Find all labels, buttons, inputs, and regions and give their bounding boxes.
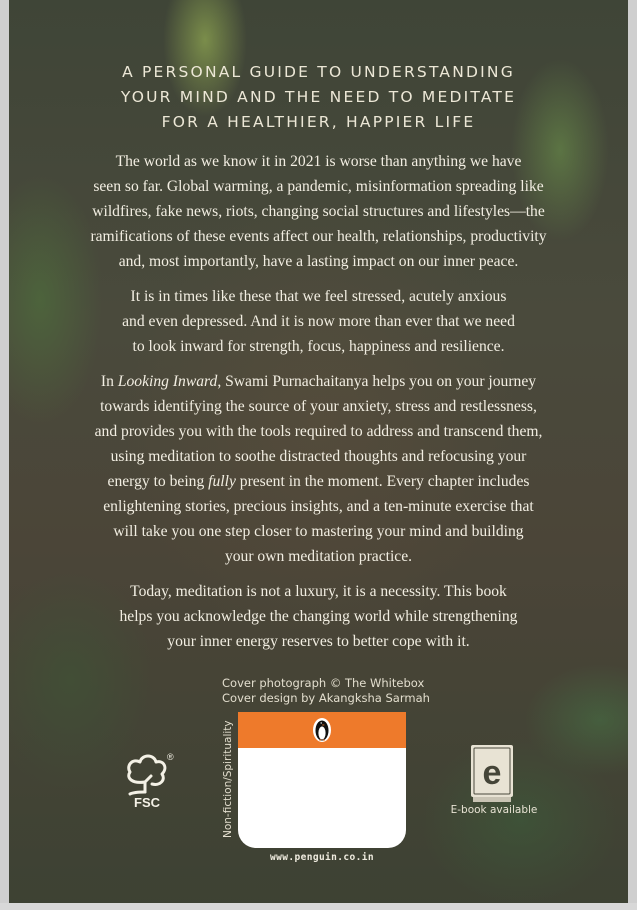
blurb-line: your inner energy reserves to better cope with it. (167, 633, 470, 650)
ebook-icon (470, 744, 516, 804)
blurb-line (60, 369, 577, 394)
design-credit: Cover design by Akangksha Sarmah (222, 691, 430, 705)
fsc-registered-mark: ® (167, 752, 174, 762)
book-title: Looking Inward (117, 373, 218, 390)
blurb-line (60, 469, 577, 494)
text-run: , Swami Purnachaitanya helps you on your journey (217, 373, 537, 390)
blurb-line: seen so far. Global warming, a pandemic, misinformation spreading like (93, 178, 544, 195)
blurb-line: ramifications of these events affect our health, relationships, productivity (90, 228, 547, 245)
blurb (60, 149, 577, 664)
blurb-line: The world as we know it in 2021 is worse than anything we have (115, 153, 522, 170)
emphasis: fully (208, 473, 236, 490)
blurb-line: and even depressed. And it is now more than ever that we need (122, 313, 515, 330)
blurb-line: helps you acknowledge the changing world while strengthening (119, 608, 518, 625)
blurb-line: towards identifying the source of your anxiety, stress and restlessness, (100, 398, 537, 415)
text-run: In (100, 373, 118, 390)
barcode-area (238, 712, 406, 848)
blurb-line: and, most importantly, have a lasting impact on our inner peace. (118, 253, 519, 270)
blurb-line: It is in times like these that we feel stressed, acutely anxious (130, 288, 507, 305)
page-edge-bottom (0, 903, 637, 910)
tagline (0, 60, 637, 135)
blurb-line: Today, meditation is not a luxury, it is a necessity. This book (130, 583, 507, 600)
blurb-line: enlightening stories, precious insights, and a ten-minute exercise that (103, 498, 534, 515)
text-run: present in the moment. Every chapter includes (235, 473, 530, 490)
tagline-line: FOR A HEALTHIER, HAPPIER LIFE (161, 113, 476, 131)
tagline-line: A PERSONAL GUIDE TO UNDERSTANDING (122, 63, 515, 81)
blurb-line: your own meditation practice. (224, 548, 413, 565)
blurb-paragraph-2 (60, 284, 577, 359)
blurb-line: will take you one step closer to mastering your mind and building (113, 523, 524, 540)
blurb-paragraph-4 (60, 579, 577, 654)
blurb-paragraph-3 (60, 369, 577, 569)
photo-credit: Cover photograph © The Whitebox (222, 676, 425, 690)
page-edge-right (628, 0, 637, 910)
website-url: www.penguin.co.in (269, 852, 375, 863)
penguin-logo-icon (312, 717, 332, 743)
category-label: Non-fiction/Spirituality (222, 720, 234, 838)
blurb-line: using meditation to soothe distracted thoughts and refocusing your (110, 448, 527, 465)
blurb-line: wildfires, fake news, riots, changing social structures and lifestyles—the (92, 203, 545, 220)
cover-credits (222, 676, 430, 706)
fsc-label: FSC (134, 795, 160, 810)
page-edge-left (0, 0, 9, 910)
blurb-line: to look inward for strength, focus, happiness and resilience. (132, 338, 505, 355)
svg-text:e: e (482, 754, 502, 792)
text-run: energy to being (107, 473, 209, 490)
blurb-line: and provides you with the tools required to address and transcend them, (94, 423, 543, 440)
tagline-line: YOUR MIND AND THE NEED TO MEDITATE (120, 88, 517, 106)
ebook-label: E-book available (450, 804, 538, 816)
blurb-paragraph-1 (60, 149, 577, 274)
